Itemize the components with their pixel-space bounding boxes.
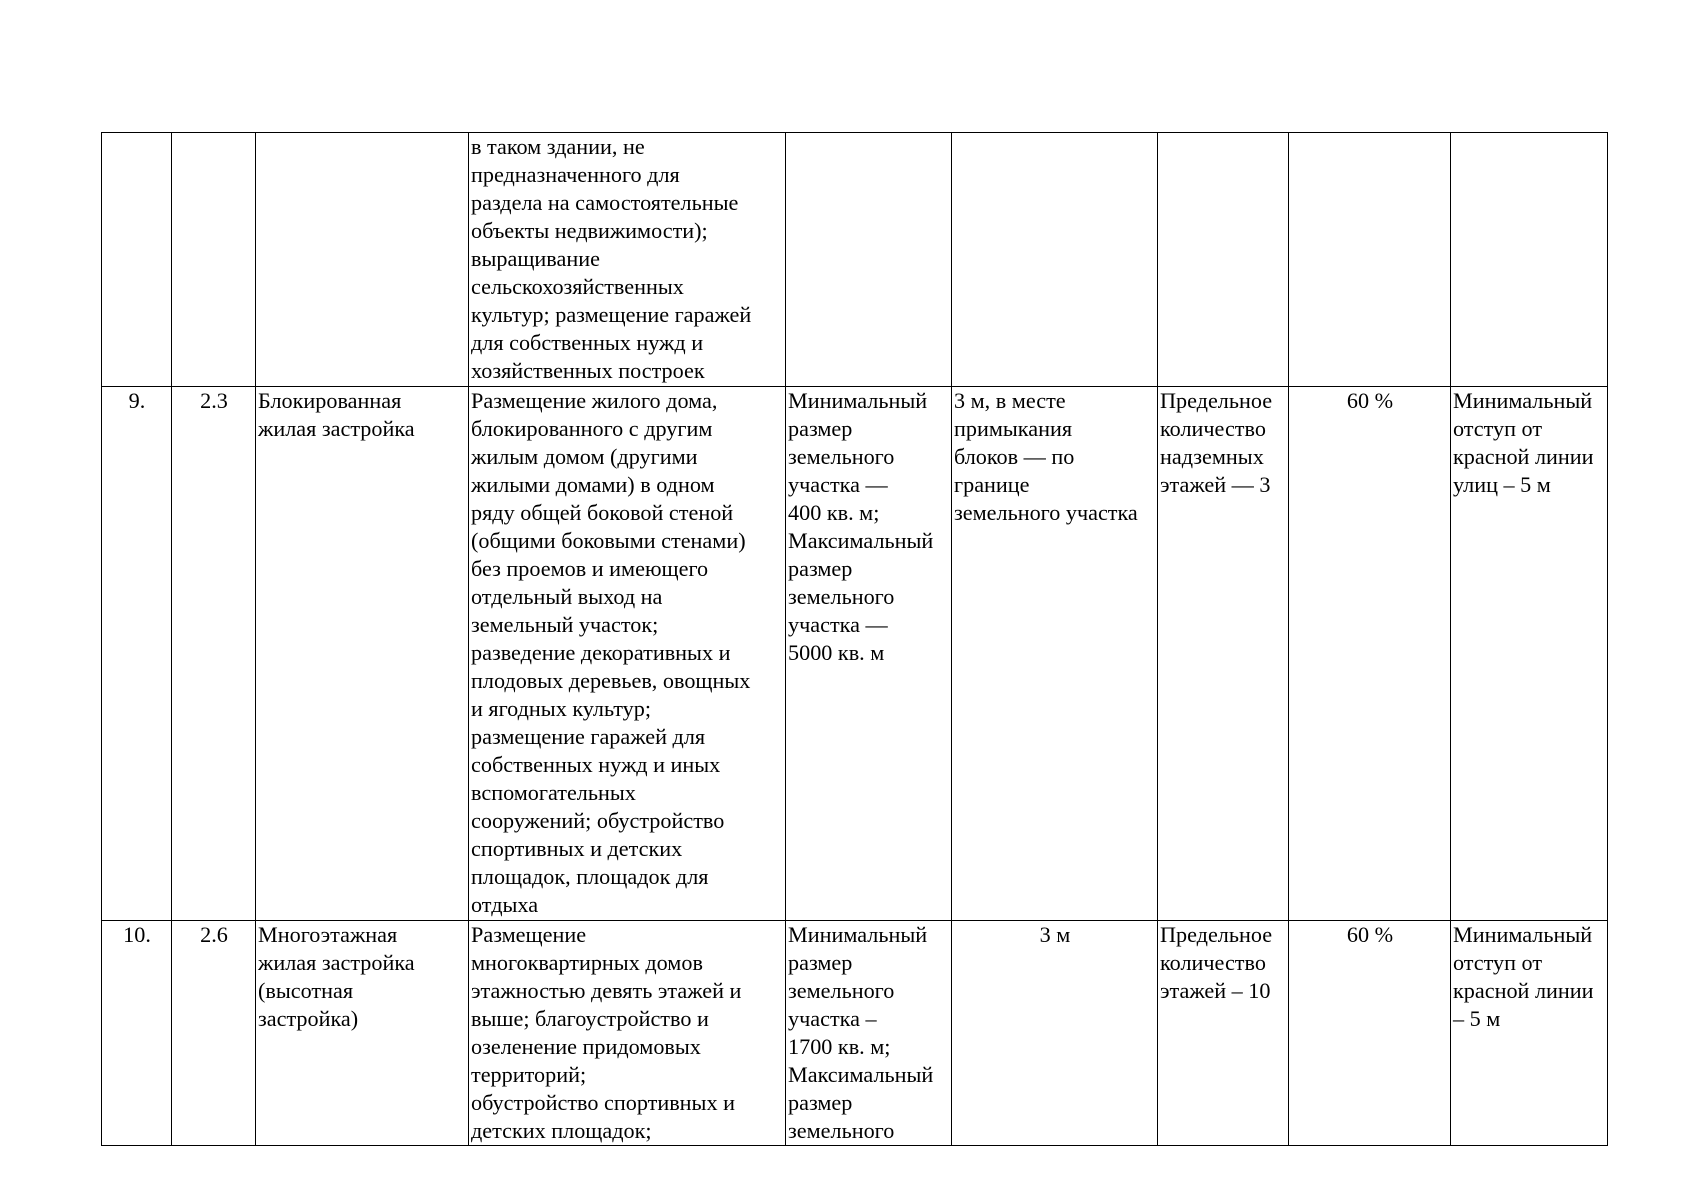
other-params-cell: Минимальный отступ от красной линии – 5 м — [1451, 921, 1608, 1146]
use-name-cell: Многоэтажная жилая застройка (высотная застройка) — [256, 921, 469, 1146]
plot-size-cell: Минимальный размер земельного участка — 400 кв. м; Максимальный размер земельного участка — 5000 кв. м — [786, 387, 952, 921]
use-name-cell — [256, 133, 469, 387]
row-number-cell — [102, 133, 172, 387]
code-cell — [172, 133, 256, 387]
setback-cell — [952, 133, 1158, 387]
table-row — [102, 921, 1608, 1146]
description-cell: в таком здании, не предназначенного для раздела на самостоятельные объекты недвижимости); выращивание сельскохозяйственных культур; размещение гаражей для собственных нужд и хозяйственных построек — [469, 133, 786, 387]
code-cell: 2.6 — [172, 921, 256, 1146]
floors-cell: Предельное количество этажей – 10 — [1158, 921, 1289, 1146]
row-number-cell: 10. — [102, 921, 172, 1146]
zoning-table — [101, 132, 1608, 1146]
other-params-cell — [1451, 133, 1608, 387]
coverage-cell: 60 % — [1289, 921, 1451, 1146]
plot-size-cell: Минимальный размер земельного участка – 1700 кв. м; Максимальный размер земельного — [786, 921, 952, 1146]
coverage-cell: 60 % — [1289, 387, 1451, 921]
code-cell: 2.3 — [172, 387, 256, 921]
use-name-cell: Блокированная жилая застройка — [256, 387, 469, 921]
description-cell: Размещение многоквартирных домов этажностью девять этажей и выше; благоустройство и озеленение придомовых территорий; обустройство спортивных и детских площадок; — [469, 921, 786, 1146]
setback-cell: 3 м — [952, 921, 1158, 1146]
other-params-cell: Минимальный отступ от красной линии улиц – 5 м — [1451, 387, 1608, 921]
coverage-cell — [1289, 133, 1451, 387]
row-number-cell: 9. — [102, 387, 172, 921]
setback-cell: 3 м, в месте примыкания блоков — по границе земельного участка — [952, 387, 1158, 921]
floors-cell — [1158, 133, 1289, 387]
description-cell: Размещение жилого дома, блокированного с другим жилым домом (другими жилыми домами) в одном ряду общей боковой стеной (общими боковыми стенами) без проемов и имеющего отдельный выход на земельный участок; разведение декоративных и плодовых деревьев, овощных и ягодных культур; размещение гаражей для собственных нужд и иных вспомогательных сооружений; обустройство спортивных и детских площадок, площадок для отдыха — [469, 387, 786, 921]
table-row — [102, 387, 1608, 921]
table-row — [102, 133, 1608, 387]
floors-cell: Предельное количество надземных этажей — 3 — [1158, 387, 1289, 921]
plot-size-cell — [786, 133, 952, 387]
